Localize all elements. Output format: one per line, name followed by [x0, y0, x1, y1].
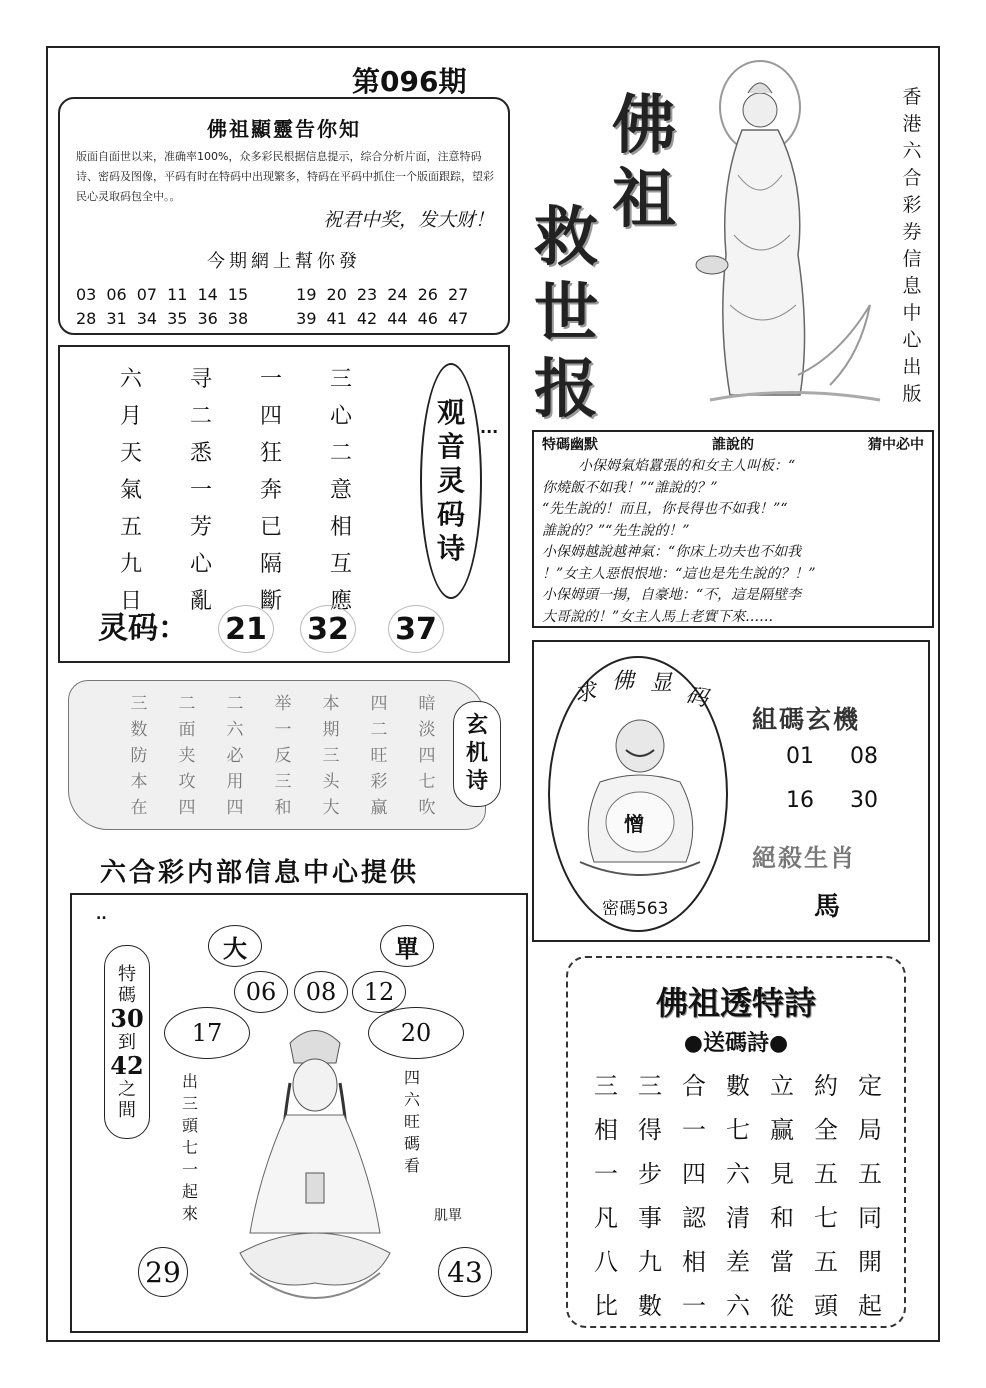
poem-char: 大: [322, 798, 340, 818]
buddha-oval: [548, 656, 728, 932]
single-badge: 單: [380, 925, 434, 967]
poem-title-char: 观: [436, 396, 465, 429]
num: 41: [326, 309, 347, 328]
group-title: 組碼玄機: [752, 705, 861, 734]
joke-line: 你燒飯不如我！”“誰說的？”: [542, 479, 718, 496]
arc-char: 佛: [612, 669, 635, 694]
poem-char: 比: [594, 1292, 618, 1320]
poem-char: 天: [119, 441, 142, 466]
num: 14: [197, 285, 218, 304]
poem-char: 全: [814, 1116, 838, 1144]
poem-char: 月: [119, 404, 142, 429]
poem-char: 二: [226, 694, 244, 714]
poem-char: 期: [322, 720, 340, 740]
num: 07: [136, 285, 158, 304]
poem-char: 一: [682, 1116, 706, 1144]
poem-char: 一: [594, 1160, 618, 1188]
v-char: 七: [181, 1138, 198, 1157]
poem-char: 事: [638, 1204, 662, 1232]
poem-char: 當: [770, 1248, 794, 1276]
tema-char: 特: [118, 963, 136, 985]
poem-char: 赢: [770, 1116, 794, 1144]
v-char: 四: [403, 1068, 420, 1087]
poem-char: 攻: [178, 772, 196, 792]
poem-char: 一: [682, 1292, 706, 1320]
poem-char: 隔: [259, 552, 282, 577]
big-badge: 大: [208, 925, 262, 967]
poem-char: 差: [726, 1248, 750, 1276]
right-tail: 肌單: [434, 1208, 462, 1224]
num: 19: [296, 285, 317, 304]
group-number: 16: [786, 788, 814, 813]
joke-header: [542, 434, 924, 454]
poem-char: 五: [858, 1160, 882, 1188]
poem-char: 一: [259, 367, 282, 392]
numbers-row-1: [76, 285, 468, 304]
v-char: 三: [181, 1094, 198, 1113]
poem2-grid: [584, 1068, 892, 1325]
poem-char: 相: [682, 1248, 706, 1276]
poem-char: 四: [370, 694, 388, 714]
poem-title-char: 诗: [436, 532, 465, 565]
poem-char: 六: [726, 1292, 750, 1320]
v-char: 一: [181, 1160, 198, 1179]
poem-char: 起: [858, 1292, 882, 1320]
lingma-label: 灵码：: [98, 611, 188, 646]
poem-char: 得: [638, 1116, 662, 1144]
poem-char: 四: [259, 404, 282, 429]
poem-char: 必: [226, 746, 244, 766]
laughing-buddha-illustration: [570, 712, 710, 880]
bottom-left-number: 29: [138, 1247, 188, 1297]
num: 06: [106, 285, 127, 304]
poem-char: 心: [329, 404, 352, 429]
special-poem-box: [566, 956, 906, 1328]
v-char: 旺: [403, 1112, 420, 1131]
tema-char: 間: [118, 1099, 136, 1121]
num: 24: [387, 285, 408, 304]
xuanji-char: 诗: [465, 769, 488, 794]
num: 34: [136, 309, 158, 328]
belly-char: 憎: [624, 812, 644, 836]
num: 46: [417, 309, 438, 328]
poem-char: 面: [178, 720, 196, 740]
poem-char: 步: [638, 1160, 662, 1188]
arc-char: 显: [650, 671, 673, 696]
poem-char: 赢: [370, 798, 388, 818]
joke-header-left: 特碼幽默: [542, 437, 598, 453]
poem-char: 五: [814, 1160, 838, 1188]
group-number: 01: [786, 744, 814, 769]
joke-box: [532, 430, 934, 628]
v-char: 碼: [403, 1134, 420, 1153]
scroll-grid: [115, 693, 451, 819]
poem-char: 寻: [189, 367, 212, 392]
poem2-subtitle: ●送碼詩●: [683, 1031, 789, 1056]
poem-char: 互: [329, 552, 352, 577]
poem-char: 意: [329, 478, 352, 503]
poem-char: 彩: [370, 772, 388, 792]
joke-line: 小保姆頭一揚，自豪地：“不，這是隔壁李: [542, 587, 802, 603]
num: 42: [356, 309, 378, 328]
poem-char: 數: [726, 1072, 750, 1100]
poem-char: 和: [274, 798, 292, 818]
issue-number: 第096期: [352, 65, 467, 98]
center-number: 12: [352, 971, 406, 1013]
poem-char: 九: [638, 1248, 662, 1276]
poem-char: 芳: [189, 515, 212, 540]
num: 31: [106, 309, 127, 328]
notice-wish: 祝君中奖，发大财！: [322, 209, 494, 231]
joke-header-mid: 誰說的: [712, 437, 754, 453]
num: 15: [227, 285, 249, 304]
num: 28: [76, 309, 97, 328]
num: 26: [417, 285, 438, 304]
notice-body: 版面自面世以来，准确率100%，众多彩民根据信息提示，综合分析片面，注意特码诗、密码及图像，平码有时在特码中出现繁多，特码在平码中抓住一个版面跟踪，望彩民心灵取码包全中。。: [76, 150, 494, 203]
right-number: 20: [368, 1007, 464, 1059]
bottom-left-box: [70, 893, 528, 1333]
poem-char: 三: [130, 694, 148, 714]
poem-char: 用: [226, 772, 244, 792]
num: 27: [447, 285, 469, 304]
poem-char: 七: [418, 772, 436, 792]
poem2-title: 佛祖透特詩: [655, 984, 816, 1022]
joke-text: [542, 456, 924, 628]
tema-char: 之: [118, 1078, 136, 1100]
poem-char: 狂: [259, 441, 282, 466]
poem-char: 暗: [418, 694, 436, 714]
poem-char: 二: [189, 404, 212, 429]
poem-char: 四: [682, 1160, 706, 1188]
poem-char: 日: [119, 589, 142, 614]
xuanji-scroll: [68, 680, 486, 830]
poem-char: 氣: [119, 478, 142, 503]
poem-char: 數: [638, 1292, 662, 1320]
joke-line: 誰說的？”“先生說的！”: [542, 522, 690, 539]
poem-char: 淡: [418, 720, 436, 740]
dots: ...: [480, 418, 499, 437]
poem-char: 八: [594, 1248, 618, 1276]
poem-char: 防: [130, 746, 148, 766]
num: 39: [296, 309, 317, 328]
poem-char: 認: [682, 1204, 706, 1232]
notice-box: [58, 97, 510, 335]
poem-char: 合: [682, 1072, 706, 1100]
joke-line: “先生說的！而且，你長得也不如我！”“: [542, 501, 788, 517]
title-char: 报: [534, 352, 598, 427]
provider-line: 六合彩内部信息中心提供: [100, 858, 420, 888]
v-char: 出: [181, 1072, 198, 1091]
poem-char: 六: [119, 367, 142, 392]
joke-line: ！”女主人惡恨恨地：“這也是先生說的？！”: [542, 565, 816, 582]
num: 23: [356, 285, 378, 304]
poem-char: 二: [329, 441, 352, 466]
poem-title-char: 码: [436, 498, 465, 531]
poem-char: 從: [770, 1292, 794, 1320]
num: 47: [447, 309, 469, 328]
poem-char: 已: [259, 515, 282, 540]
poem-char: 六: [726, 1160, 750, 1188]
joke-header-right: 猜中必中: [868, 437, 924, 453]
poem-char: 心: [189, 552, 212, 577]
v-char: 起: [181, 1182, 198, 1201]
poem-char: 定: [858, 1072, 882, 1100]
poem-char: 九: [119, 552, 142, 577]
poem-char: 頭: [814, 1292, 838, 1320]
title-char: 祖: [612, 162, 676, 237]
poem-title-oval: [420, 363, 482, 599]
poem-char: 吹: [418, 798, 436, 818]
poem-char: 四: [178, 798, 196, 818]
poem-char: 本: [322, 694, 340, 714]
poem-char: 凡: [594, 1204, 618, 1232]
center-number: 06: [234, 971, 288, 1013]
poem-char: 五: [119, 515, 142, 540]
poem-char: 在: [130, 798, 148, 818]
password-code: 密碼563: [602, 899, 669, 919]
poem-char: 举: [274, 694, 292, 714]
group-number: 30: [850, 788, 878, 813]
poem-char: 斷: [259, 589, 282, 614]
num: 36: [197, 309, 218, 328]
poem-char: 三: [638, 1072, 662, 1100]
poem-char: 立: [770, 1072, 794, 1100]
poem-char: 数: [130, 720, 148, 740]
group-number: 08: [850, 744, 878, 769]
joke-line: 大哥說的！”女主人馬上老實下來……: [542, 608, 774, 625]
poem-char: 相: [329, 515, 352, 540]
poem-title-char: 灵: [436, 464, 465, 497]
notice-title: 佛祖顯靈告你知: [207, 117, 361, 141]
arc-char: 码: [683, 682, 710, 712]
poem-char: 二: [178, 694, 196, 714]
poem-char: 一: [274, 720, 292, 740]
title-char: 佛: [612, 88, 676, 163]
joke-line: 小保姆越說越神氣：“你床上功夫也不如我: [542, 544, 802, 560]
num: 11: [167, 285, 188, 304]
poem-char: 應: [329, 589, 352, 614]
num: 35: [167, 309, 188, 328]
xuanji-tag: [453, 701, 501, 807]
seated-guanyin-illustration: [220, 1023, 410, 1323]
center-number: 08: [294, 971, 348, 1013]
poem-char: 三: [322, 746, 340, 766]
poem-char: 七: [726, 1116, 750, 1144]
tema-from: 30: [110, 1003, 144, 1033]
online-title: 今期網上幫你發: [207, 251, 361, 272]
poem-char: 局: [858, 1116, 882, 1144]
guanyin-poem-box: [58, 345, 510, 663]
poem-char: 見: [770, 1160, 794, 1188]
poem-char: 旺: [370, 746, 388, 766]
poem-char: 三: [274, 772, 292, 792]
v-char: 六: [403, 1090, 420, 1109]
joke-line: 小保姆氣焰囂張的和女主人叫板：“: [578, 458, 796, 474]
poem-char: 七: [814, 1204, 838, 1232]
tema-range: [104, 945, 150, 1139]
poem-char: 奔: [259, 478, 282, 503]
poem-char: 六: [226, 720, 244, 740]
tema-to: 42: [110, 1050, 144, 1080]
poem-char: 悉: [189, 441, 212, 466]
poem-grid: [96, 363, 376, 618]
poem-char: 反: [274, 746, 292, 766]
guanyin-illustration: [690, 55, 890, 425]
poem-char: 清: [726, 1204, 750, 1232]
tema-to-word: 到: [118, 1031, 136, 1053]
poem-char: 和: [770, 1204, 794, 1232]
poem-char: 四: [226, 798, 244, 818]
poem-char: 五: [814, 1248, 838, 1276]
lingma-number: 21: [218, 605, 274, 653]
poem-char: 開: [858, 1248, 882, 1276]
tema-char: 碼: [118, 984, 136, 1006]
publisher: 香港六合彩券信息中心出版: [902, 86, 922, 405]
poem-char: 同: [858, 1204, 882, 1232]
poem-char: 一: [189, 478, 212, 503]
poem-char: 相: [594, 1116, 618, 1144]
poem-char: 約: [814, 1072, 838, 1100]
arc-char: 求: [572, 679, 599, 708]
poem-char: 本: [130, 772, 148, 792]
poem-char: 亂: [189, 589, 212, 614]
left-vertical-text: [180, 1071, 200, 1225]
poem-char: 三: [329, 367, 352, 392]
kill-value: 馬: [814, 892, 841, 922]
title-char: 救: [534, 200, 598, 275]
left-number: 17: [164, 1007, 250, 1059]
num: 03: [76, 285, 97, 304]
v-char: 來: [181, 1204, 198, 1223]
poem-char: 四: [418, 746, 436, 766]
lingma-number: 32: [300, 605, 356, 653]
dots: ..: [96, 907, 107, 923]
num: 38: [227, 309, 249, 328]
lingma-number: 37: [388, 605, 444, 653]
laughing-buddha-box: [532, 640, 930, 942]
xuanji-char: 机: [465, 741, 488, 766]
xuanji-char: 玄: [465, 713, 488, 738]
poem-char: 二: [370, 720, 388, 740]
poem-title-char: 音: [436, 430, 465, 463]
title-char: 世: [534, 276, 598, 351]
bottom-right-number: 43: [438, 1247, 492, 1297]
v-char: 頭: [181, 1116, 198, 1135]
poem-char: 三: [594, 1072, 618, 1100]
v-char: 看: [403, 1156, 420, 1175]
poem-char: 头: [322, 772, 340, 792]
kill-title: 絕殺生肖: [752, 844, 856, 872]
num: 44: [387, 309, 408, 328]
num: 20: [326, 285, 347, 304]
poem-char: 夹: [178, 746, 196, 766]
numbers-row-2: [76, 309, 468, 328]
